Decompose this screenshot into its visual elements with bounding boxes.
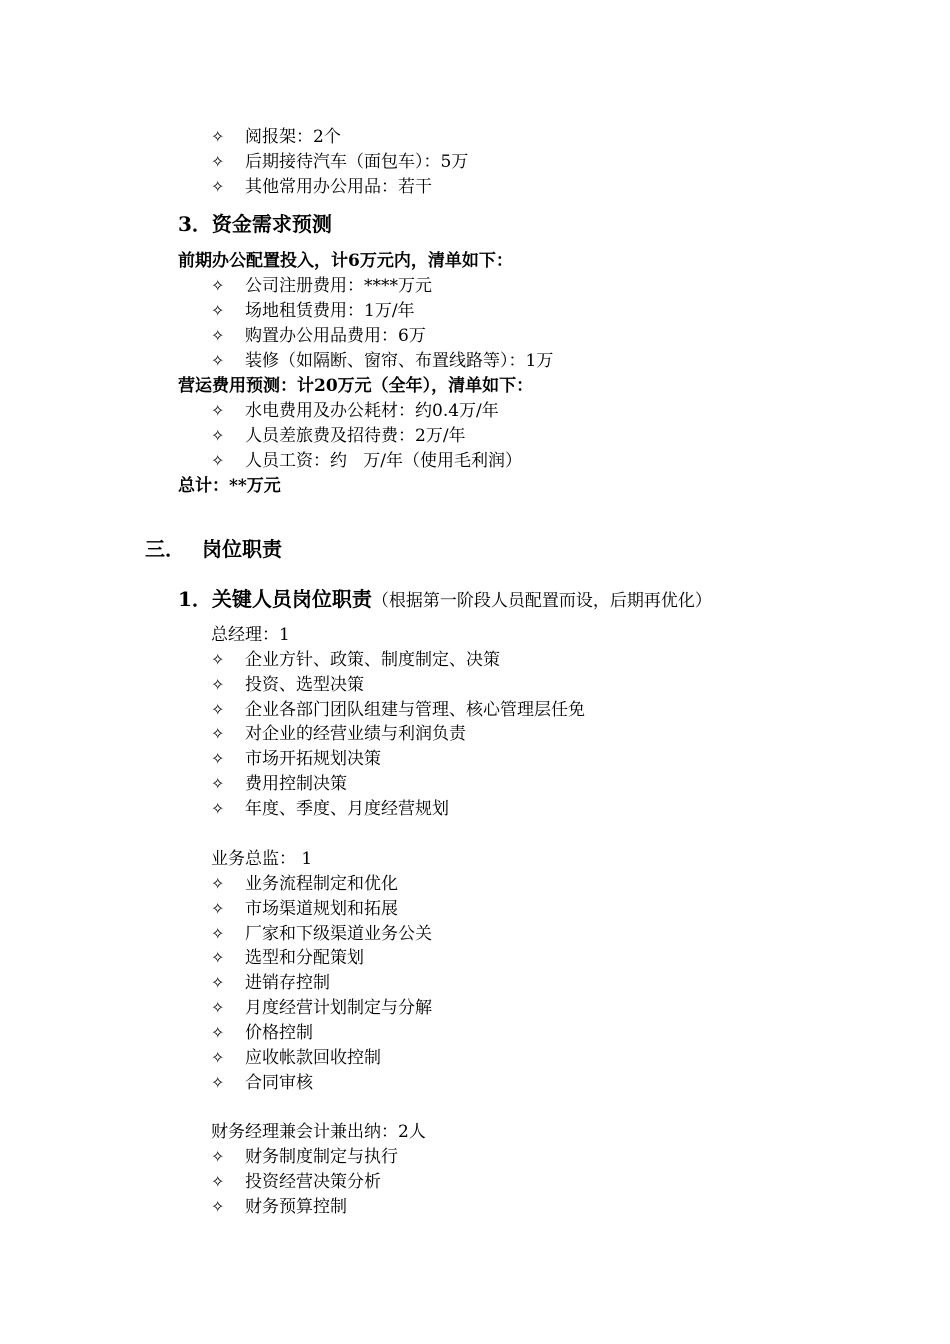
list-item-text: 阅报架：2个 [245,127,341,147]
list-item-text: 财务制度制定与执行 [245,1147,398,1167]
list-item-text: 企业各部门团队组建与管理、核心管理层任免 [245,700,585,720]
bullet-icon: ✧ [211,700,225,719]
list-item-text: 水电费用及办公耗材：约0.4万/年 [245,401,499,421]
bullet-icon: ✧ [211,973,225,992]
bullet-icon: ✧ [211,1048,225,1067]
bullet-icon: ✧ [211,351,225,370]
bullet-icon: ✧ [211,774,225,793]
list-item-text: 应收帐款回收控制 [245,1048,381,1068]
bullet-icon: ✧ [211,326,225,345]
list-item-text: 费用控制决策 [245,774,347,794]
bullet-icon: ✧ [211,1172,225,1191]
list-item-text: 人员差旅费及招待费：2万/年 [245,426,466,446]
list-item-text: 月度经营计划制定与分解 [245,998,432,1018]
bullet-icon: ✧ [211,1197,225,1216]
list-item-text: 后期接待汽车（面包车）：5万 [245,152,469,172]
list-item-text: 对企业的经营业绩与利润负责 [245,724,466,744]
initial-investment-title: 前期办公配置投入，计6万元内，清单如下： [178,251,513,271]
bullet-icon: ✧ [211,724,225,743]
list-item-text: 年度、季度、月度经营规划 [245,799,449,819]
list-item-text: 进销存控制 [245,973,330,993]
chapter-title: 岗位职责 [202,537,282,561]
bullet-icon: ✧ [211,650,225,669]
bullet-icon: ✧ [211,301,225,320]
bullet-icon: ✧ [211,899,225,918]
bullet-icon: ✧ [211,426,225,445]
bullet-icon: ✧ [211,749,225,768]
list-item-text: 选型和分配策划 [245,948,364,968]
bullet-icon: ✧ [211,924,225,943]
list-item-text: 价格控制 [245,1023,313,1043]
list-item-text: 购置办公用品费用：6万 [245,326,426,346]
list-item-text: 市场开拓规划决策 [245,749,381,769]
bullet-icon: ✧ [211,1073,225,1092]
section-heading-funding-forecast: 3．资金需求预测 [178,212,332,236]
bullet-icon: ✧ [211,874,225,893]
subsection-heading [178,585,712,615]
list-item-text: 合同审核 [245,1073,313,1093]
list-item-text: 投资、选型决策 [245,675,364,695]
bullet-icon: ✧ [211,276,225,295]
subsection-title: 1．关键人员岗位职责 [178,587,372,611]
bullet-icon: ✧ [211,1147,225,1166]
bullet-icon: ✧ [211,675,225,694]
bullet-icon: ✧ [211,1023,225,1042]
total-cost: 总计：**万元 [178,476,281,496]
list-item-text: 厂家和下级渠道业务公关 [245,924,432,944]
role-label-business-director: 业务总监： 1 [211,849,313,869]
list-item-text: 企业方针、政策、制度制定、决策 [245,650,500,670]
bullet-icon: ✧ [211,401,225,420]
list-item-text: 市场渠道规划和拓展 [245,899,398,919]
list-item-text: 业务流程制定和优化 [245,874,398,894]
list-item-text: 人员工资：约 万/年（使用毛利润） [245,451,522,471]
list-item-text: 装修（如隔断、窗帘、布置线路等）：1万 [245,351,554,371]
bullet-icon: ✧ [211,799,225,818]
list-item-text: 公司注册费用：****万元 [245,276,432,296]
list-item-text: 场地租赁费用：1万/年 [245,301,415,321]
bullet-icon: ✧ [211,451,225,470]
list-item-text: 财务预算控制 [245,1197,347,1217]
list-item-text: 投资经营决策分析 [245,1172,381,1192]
chapter-number: 三． [145,537,185,561]
bullet-icon: ✧ [211,998,225,1017]
operating-cost-title: 营运费用预测：计20万元（全年），清单如下： [178,376,534,396]
bullet-icon: ✧ [211,127,225,146]
bullet-icon: ✧ [211,948,225,967]
role-label-general-manager: 总经理：1 [211,625,290,645]
role-label-finance-manager: 财务经理兼会计兼出纳：2人 [211,1122,426,1142]
bullet-icon: ✧ [211,152,225,171]
bullet-icon: ✧ [211,177,225,196]
list-item-text: 其他常用办公用品：若干 [245,177,432,197]
subsection-note: （根据第一阶段人员配置而设，后期再优化） [371,591,712,611]
